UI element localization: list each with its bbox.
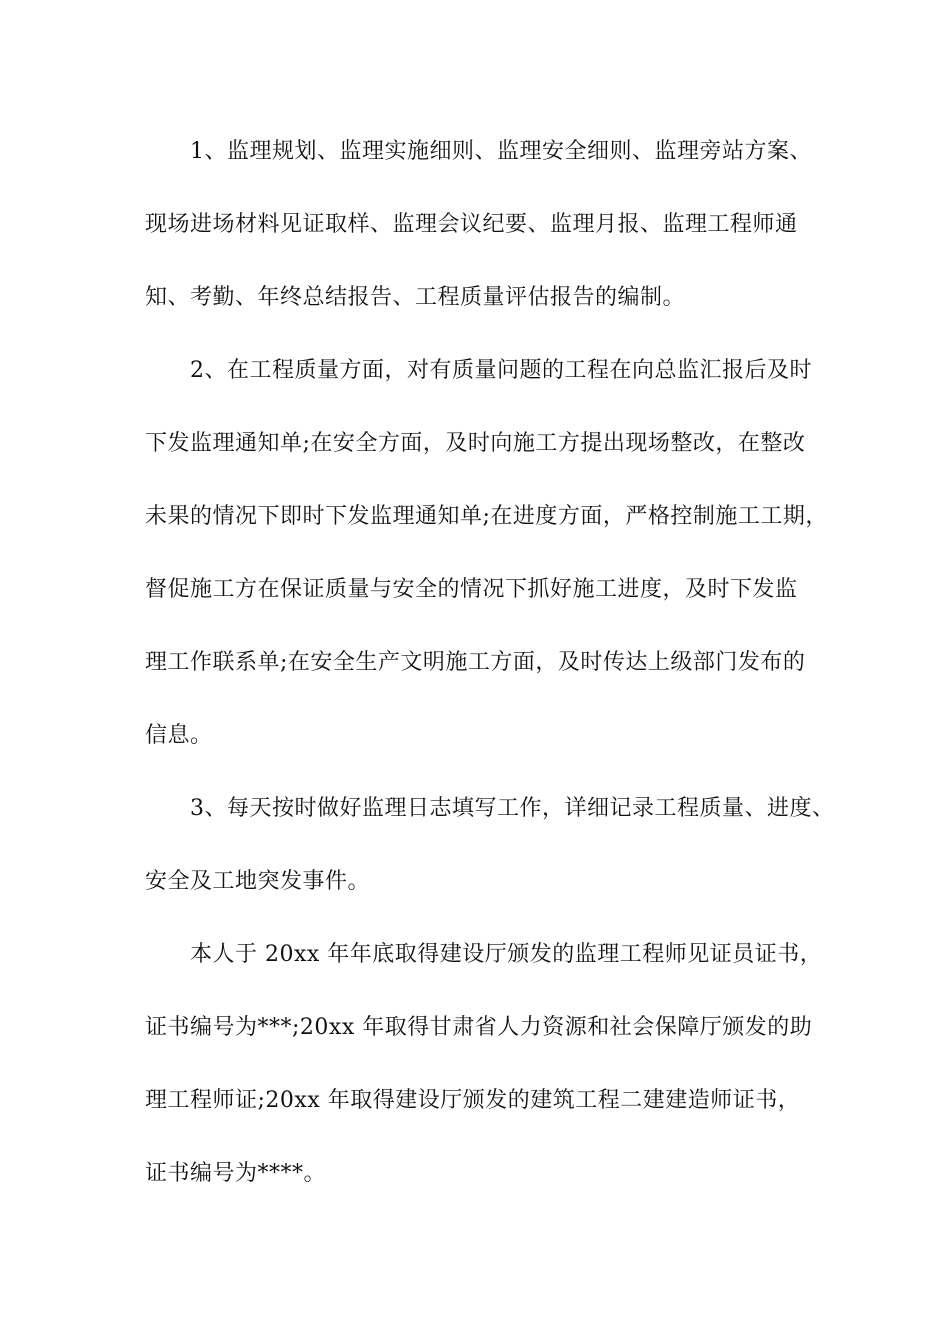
paragraph-2-line-5: 理工作联系单;在安全生产文明施工方面，及时传达上级部门发布的: [145, 650, 806, 675]
paragraph-4-line-3: 理工程师证;20xx 年取得建设厅颁发的建筑工程二建建造师证书，: [145, 1088, 801, 1113]
paragraph-3-line-2: 安全及工地突发事件。: [145, 869, 371, 894]
paragraph-2-line-3: 未果的情况下即时下发监理通知单;在进度方面，严格控制施工工期，: [145, 504, 828, 529]
paragraph-2-line-6: 信息。: [145, 723, 213, 748]
paragraph-1-line-3: 知、考勤、年终总结报告、工程质量评估报告的编制。: [145, 285, 686, 310]
paragraph-2-line-2: 下发监理通知单;在安全方面，及时向施工方提出现场整改，在整改: [145, 431, 806, 456]
paragraph-4-line-4: 证书编号为****。: [145, 1161, 327, 1186]
paragraph-3-line-1: 3、每天按时做好监理日志填写工作，详细记录工程质量、进度、: [190, 796, 835, 821]
paragraph-4-line-1: 本人于 20xx 年年底取得建设厅颁发的监理工程师见证员证书，: [190, 942, 823, 967]
paragraph-4-line-2: 证书编号为***;20xx 年取得甘肃省人力资源和社会保障厅颁发的助: [145, 1015, 813, 1040]
paragraph-2-line-1: 2、在工程质量方面，对有质量问题的工程在向总监汇报后及时: [190, 358, 812, 383]
document-body: [145, 133, 835, 1228]
paragraph-1-line-2: 现场进场材料见证取样、监理会议纪要、监理月报、监理工程师通: [145, 212, 798, 237]
paragraph-1-line-1: 1、监理规划、监理实施细则、监理安全细则、监理旁站方案、: [190, 139, 812, 164]
paragraph-2-line-4: 督促施工方在保证质量与安全的情况下抓好施工进度，及时下发监: [145, 577, 798, 602]
